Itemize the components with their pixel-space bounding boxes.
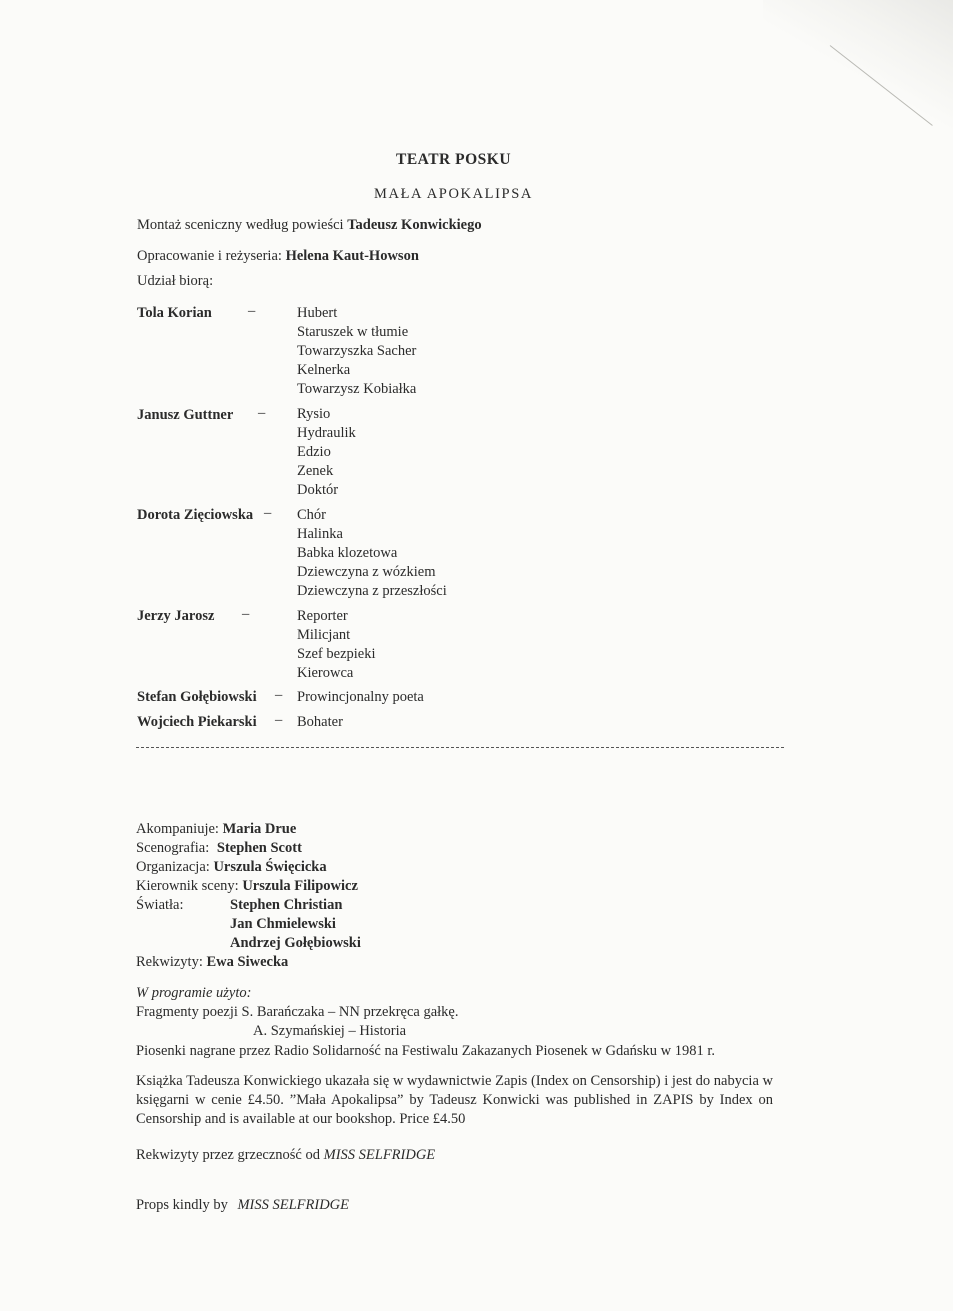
cast-roles (297, 607, 376, 683)
props-label: Rekwizyty: (136, 954, 203, 970)
cast-role: Chór (297, 507, 326, 523)
scenography-line (136, 839, 302, 857)
cast-role: Reporter (297, 608, 348, 624)
cast-role: Staruszek w tłumie (297, 324, 409, 340)
cast-label: Udział biorą: (137, 273, 214, 289)
cast-dash: – (264, 505, 272, 521)
sponsor-name: MISS SELFRIDGE (237, 1197, 350, 1213)
cast-dash: – (242, 606, 250, 622)
cast-actor: Tola Korian (137, 305, 212, 321)
cast-role: Hydraulik (297, 425, 356, 441)
cast-actor: Stefan Gołębiowski (137, 689, 257, 705)
cast-role: Halinka (297, 526, 343, 542)
lights-name: Jan Chmielewski (230, 916, 336, 932)
cast-role: Rysio (297, 406, 331, 422)
cast-role: Towarzysz Kobiałka (297, 381, 417, 397)
organization-line (136, 858, 327, 876)
director-name: Helena Kaut-Howson (285, 248, 419, 264)
adaptation-line (137, 216, 482, 234)
organization-label: Organizacja: (136, 859, 210, 875)
cast-role: Prowincjonalny poeta (297, 689, 424, 705)
cast-roles (297, 304, 416, 399)
lights-name: Andrzej Gołębiowski (230, 935, 361, 951)
adaptation-label: Montaż sceniczny według powieści (137, 217, 344, 233)
stage-manager-name: Urszula Filipowicz (242, 878, 358, 894)
cast-role: Szef bezpieki (297, 646, 376, 662)
stage-manager-label: Kierownik sceny: (136, 878, 239, 894)
cast-role: Dziewczyna z przeszłości (297, 583, 447, 599)
dashed-divider (136, 747, 784, 748)
used-in-program-label: W programie użyto: (136, 985, 252, 1001)
organization-name: Urszula Święcicka (213, 859, 327, 875)
cast-role: Hubert (297, 305, 338, 321)
cast-actor: Dorota Zięciowska (137, 507, 254, 523)
director-line (137, 247, 419, 265)
paper-corner-fold (763, 0, 953, 130)
props-credit-pl (136, 1146, 435, 1164)
props-credit-en (136, 1196, 349, 1214)
poetry-line-1: Fragmenty poezji S. Barańczaka – NN przekręca gałkę. (136, 1004, 459, 1020)
cast-roles (297, 506, 447, 601)
songs-note: Piosenki nagrane przez Radio Solidarność na Festiwalu Zakazanych Piosenek w Gdańsku w 1981 r. (136, 1043, 716, 1059)
cast-dash: – (275, 687, 283, 703)
cast-roles (297, 405, 356, 500)
accompaniment-line (136, 820, 296, 838)
cast-dash: – (258, 405, 266, 421)
cast-role: Dziewczyna z wózkiem (297, 564, 436, 580)
props-name: Ewa Siwecka (206, 954, 289, 970)
lights-name: Stephen Christian (230, 897, 343, 913)
scenography-label: Scenografia: (136, 840, 210, 856)
scenography-name: Stephen Scott (216, 840, 302, 856)
props-credit-pl-prefix: Rekwizyty przez grzeczność od (136, 1147, 320, 1163)
cast-role: Zenek (297, 463, 334, 479)
accompaniment-label: Akompaniuje: (136, 821, 219, 837)
props-credit-en-prefix: Props kindly by (136, 1197, 228, 1213)
director-label: Opracowanie i reżyseria: (137, 248, 282, 264)
stage-manager-line (136, 877, 358, 895)
cast-role: Milicjant (297, 627, 351, 643)
cast-actor: Wojciech Piekarski (137, 714, 257, 730)
cast-actor: Janusz Guttner (137, 407, 234, 423)
cast-actor: Jerzy Jarosz (137, 608, 215, 624)
poetry-line-2: A. Szymańskiej – Historia (253, 1023, 407, 1039)
props-line (136, 953, 288, 971)
cast-role: Kierowca (297, 665, 354, 681)
cast-role: Doktór (297, 482, 339, 498)
adaptation-author: Tadeusz Konwickiego (347, 217, 482, 233)
play-title: MAŁA APOKALIPSA (374, 186, 533, 202)
cast-dash: – (248, 303, 256, 319)
accompaniment-name: Maria Drue (222, 821, 297, 837)
book-paragraph: Książka Tadeusza Konwickiego ukazała się w wydawnictwie Zapis (Index on Censorship) i jest do nabycia w księgarni w cenie £4.50. ”Mała Apokalipsa” by Tadeusz Konwicki was published in ZAPIS by Index on Censorship and is available at our bookshop. Price £4.50 (136, 1073, 773, 1127)
cast-dash: – (275, 712, 283, 728)
cast-role: Edzio (297, 444, 331, 460)
cast-role: Towarzyszka Sacher (297, 343, 417, 359)
cast-role: Babka klozetowa (297, 545, 398, 561)
lights-label: Światła: (136, 897, 184, 913)
cast-role: Bohater (297, 714, 343, 730)
sponsor-name: MISS SELFRIDGE (323, 1147, 436, 1163)
cast-role: Kelnerka (297, 362, 351, 378)
theatre-name: TEATR POSKU (396, 151, 512, 168)
